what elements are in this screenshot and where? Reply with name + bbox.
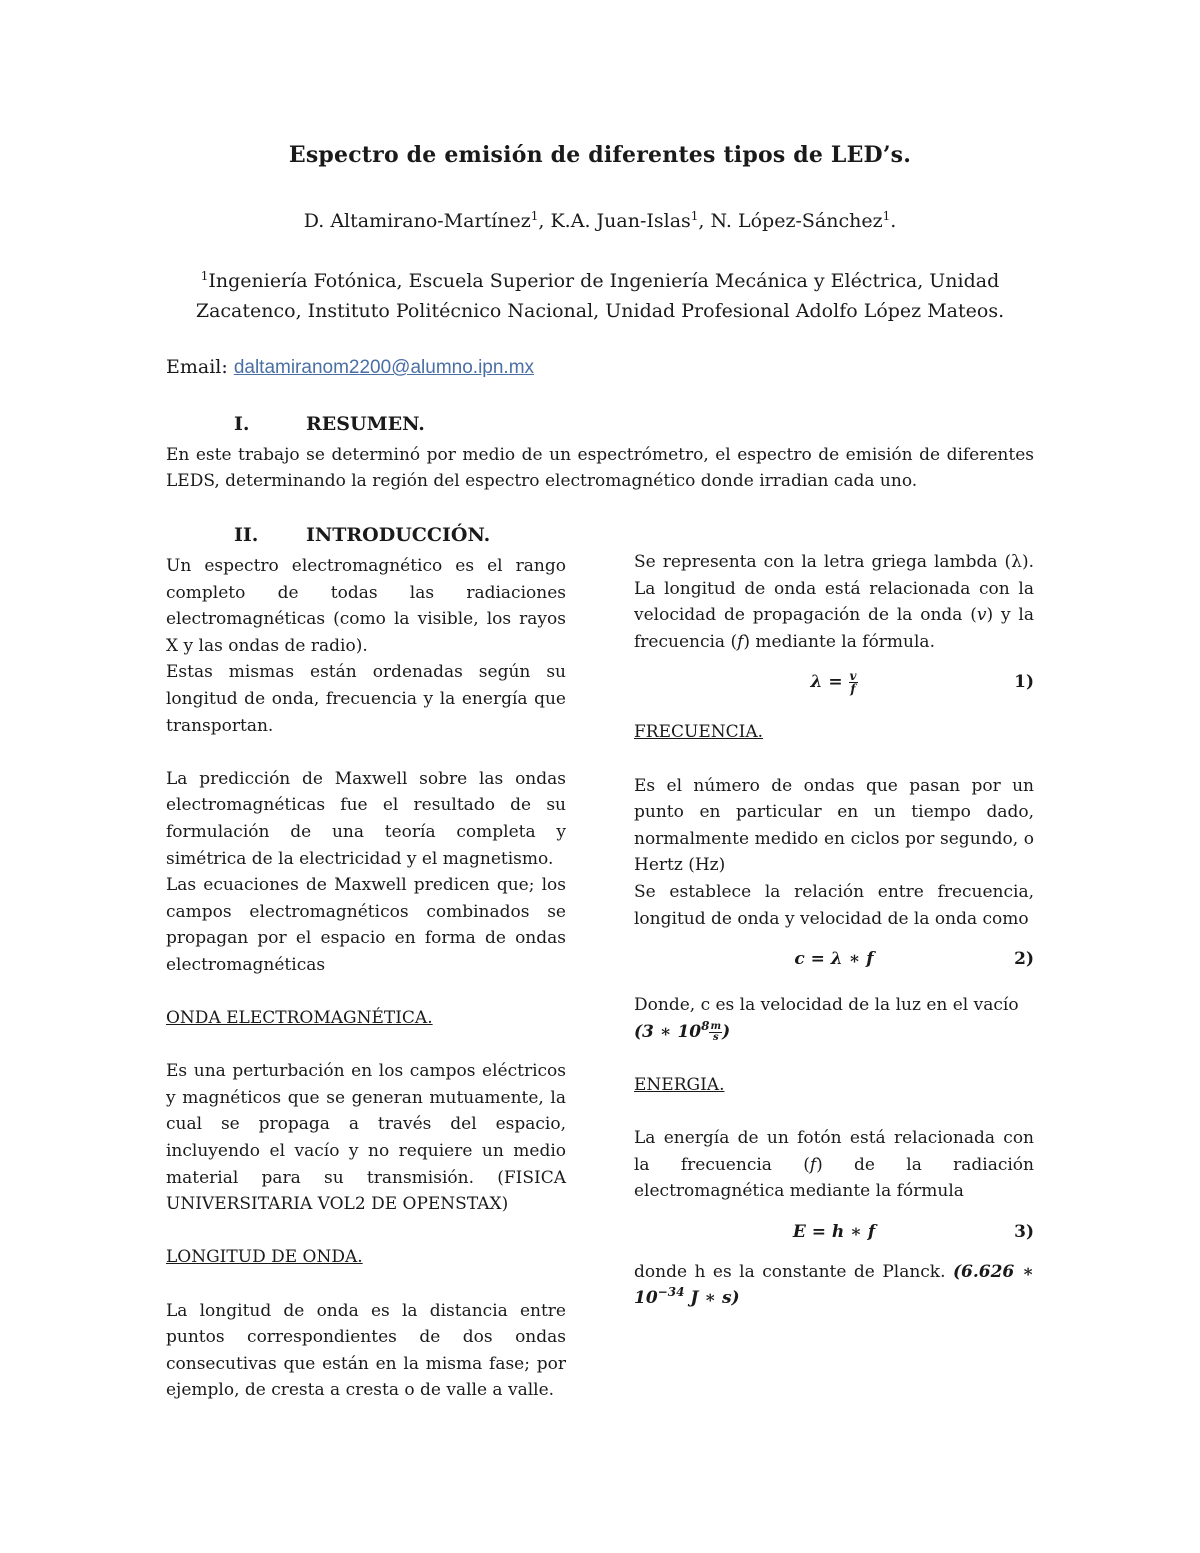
author-2: , K.A. Juan-Islas bbox=[538, 210, 691, 232]
paragraph: Donde, c es la velocidad de la luz en el vacío (3 ∗ $10^8$ $\frac{m}{s}$ ) bbox=[634, 995, 1019, 1043]
subheading-longitud: LONGITUD DE ONDA. bbox=[166, 1247, 363, 1268]
paragraph: Las ecuaciones de Maxwell predicen que; los campos electromagnéticos combinados se propagan por el espacio en forma de ondas electromagnéticas bbox=[166, 875, 566, 975]
author-3: , N. López-Sánchez bbox=[698, 210, 883, 232]
affiliation: $^1$Ingeniería Fotónica, Escuela Superior de Ingeniería Mecánica y Eléctrica, Unidad Zacatenco, Instituto Politécnico Nacional, Unidad Profesional Adolfo López Mateos. bbox=[195, 269, 1005, 322]
subheading-onda: ONDA ELECTROMAGNÉTICA. bbox=[166, 1008, 433, 1029]
equation-number: 1) bbox=[1014, 672, 1034, 693]
paragraph: Se establece la relación entre frecuencia, longitud de onda y velocidad de la onda como bbox=[634, 881, 1034, 929]
paragraph: Estas mismas están ordenadas según su longitud de onda, frecuencia y la energía que transportan. bbox=[166, 662, 566, 736]
author-1: D. Altamirano-Martínez bbox=[303, 210, 531, 232]
equation-2: c = λ ∗ f 2) bbox=[634, 942, 1034, 978]
abstract-text: En este trabajo se determinó por medio de un espectrómetro, el espectro de emisión de diferentes LEDS, determinando la región del espectro electromagnético donde irradian cada uno. bbox=[166, 445, 1034, 491]
equation-1: λ = $\frac{v}{f}$ 1) bbox=[810, 669, 1034, 697]
author-list: D. Altamirano-Martínez$^1$, K.A. Juan-Islas$^1$, N. López-Sánchez$^1$. bbox=[303, 209, 897, 232]
subheading-energia: ENERGIA. bbox=[634, 1074, 725, 1095]
right-column bbox=[634, 549, 1034, 1312]
paragraph: donde h es la constante de Planck. (6.626 ∗ $10^{-34}$ J ∗ s) bbox=[634, 1261, 1034, 1309]
section-heading-intro: II. INTRODUCCIÓN. bbox=[234, 524, 491, 546]
paragraph: La energía de un fotón está relacionada con la frecuencia (𝑓) de la radiación electromagnética mediante la fórmula bbox=[634, 1128, 1034, 1202]
equation-number: 2) bbox=[1014, 949, 1034, 970]
paragraph: Es una perturbación en los campos eléctricos y magnéticos que se generan mutuamente, la cual se propaga a través del espacio, incluyendo el vacío y no requiere un medio material para su transmisión. (FISICA UNIVERSITARIA VOL2 DE OPENSTAX) bbox=[166, 1061, 566, 1215]
equation-3: E = h ∗ f 3) bbox=[634, 1215, 1034, 1251]
paragraph: Un espectro electromagnético es el rango completo de todas las radiaciones electromagnéticas (como la visible, los rayos X y las ondas de radio). bbox=[166, 556, 566, 656]
subheading-frecuencia: FRECUENCIA. bbox=[634, 722, 764, 743]
paragraph: Es el número de ondas que pasan por un punto en particular en un tiempo dado, normalmente medido en ciclos por segundo, o Hertz (Hz) bbox=[634, 775, 1034, 876]
paragraph: Se representa con la letra griega lambda (λ). La longitud de onda está relacionada con la velocidad de propagación de la onda (𝑣) y la frecuencia (𝑓) mediante la fórmula. bbox=[634, 552, 1034, 652]
left-column bbox=[166, 553, 566, 1404]
paragraph: La longitud de onda es la distancia entre puntos correspondientes de dos ondas consecutivas que están en la misma fase; por ejemplo, de cresta a cresta o de valle a valle. bbox=[166, 1300, 566, 1401]
section-heading-resumen: I. RESUMEN. bbox=[234, 413, 425, 435]
paragraph: La predicción de Maxwell sobre las ondas electromagnéticas fue el resultado de su formulación de una teoría completa y simétrica de la electricidad y el magnetismo. bbox=[166, 768, 566, 869]
paper-title: Espectro de emisión de diferentes tipos de LED’s. bbox=[288, 142, 912, 168]
email-link[interactable]: daltamiranom2200@alumno.ipn.mx bbox=[233, 357, 535, 378]
email-line: Email: daltamiranom2200@alumno.ipn.mx bbox=[166, 356, 535, 378]
equation-number: 3) bbox=[1014, 1221, 1034, 1242]
